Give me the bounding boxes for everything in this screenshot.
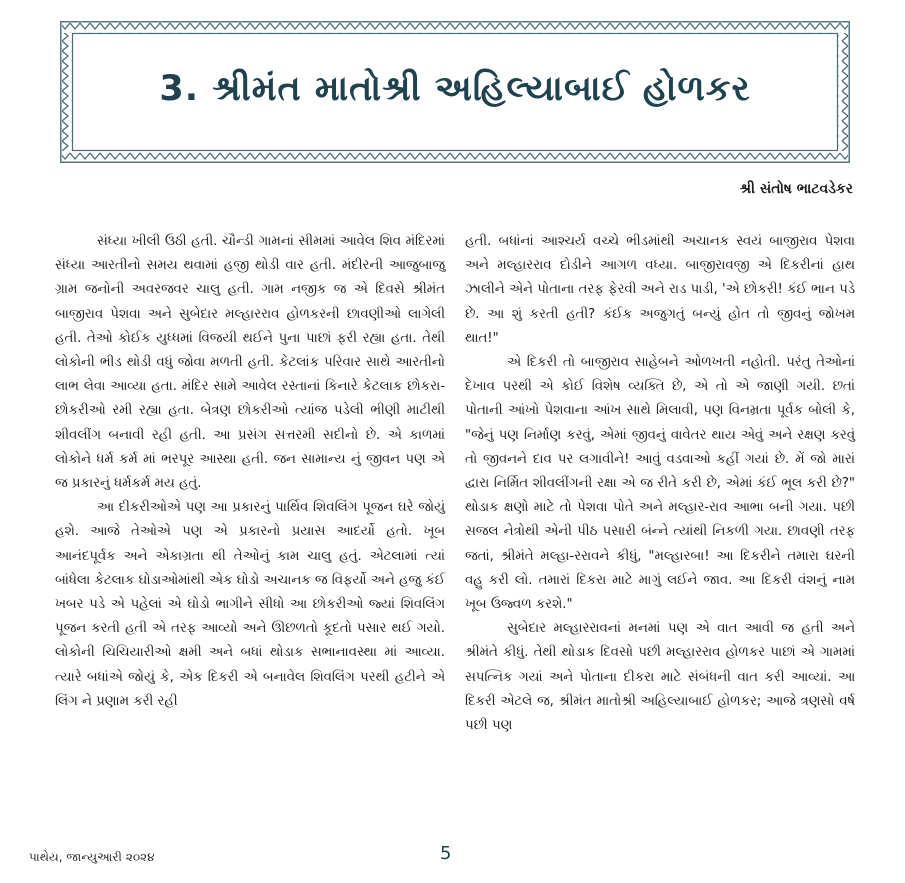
paragraph: સંધ્યા ખીલી ઉઠી હતી. ચૌન્ડી ગામનાં સીમમાં આવેલ શિવ મંદિરમાં સંધ્યા આરતીનો સમય થવામાં હજી થોડી વાર હતી. મંદીરની આજુબાજુ ગ્રામ જનોની અવરજવર ચાલુ હતી. ગામ નજીક જ એ દિવસે શ્રીમંત બાજીરાવ પેશવા અને સુબેદાર મલ્હારરાવ હોળકરની છાવણીઓ લાગેલી હતી. તેઓ કોઈક યુધ્ધમાં વિજયી થઈને પુના પાછાં ફરી રહ્યા હતા. તેથી લોકોની ભીડ થોડી વધું જોવા મળતી હતી. કેટલાંક પરિવાર સાથે આરતીનો લાભ લેવા આવ્યા હતા. મંદિર સામે આવેલ રસ્તાનાં કિનારે કેટલાક છોકરા-છોકરીઓ રમી રહ્યા હતા. બેત્રણ છોકરીઓ ત્યાંજ પડેલી ભીણી માટીથી શીવલીંગ બનાવી રહી હતી. આ પ્રસંગ સત્તરમી સદીનો છે. એ કાળમાં લોકોને ધર્મ કર્મ માં ભરપૂર આસ્થા હતી. જન સામાન્ય નું જીવન પણ એ જ પ્રકારનું ધર્મકર્મ મય હતું.	[55, 234, 445, 492]
page-number: 5	[440, 843, 452, 864]
paragraph: સુબેદાર મલ્હારરાવનાં મનમાં પણ એ વાત આવી જ હતી અને શ્રીમંતે કીધું. તેથી થોડાક દિવસો પછી મલ્હારરાવ હોળકર પાછાં એ ગામમાં સપત્નિક ગયાં અને પોતાના દીકરા માટે સંબંધની વાત કરી આવ્યાં. આ દિકરી એટલે જ, શ્રીમંત માતોશ્રી અહિલ્યાબાઈ હોળકર; આજે ત્રણસો વર્ષ પછી પણ	[465, 621, 855, 734]
paragraph: હતી. બધાંનાં આશ્ચર્ય વચ્ચે ભીડમાંથી અચાનક સ્વયં બાજીરાવ પેશવા અને મલ્હારરાવ દોડીને આગળ વધ્યા. બાજીરાવજી એ દિકરીનાં હાથ ઝાલીને એને પોતાના તરફ ફેરવી અને રાડ પાડી, 'એ છોકરી! કંઈ ભાન પડે છે. આ શું કરતી હતી? કંઈક અજુગતું બન્યું હોત તો જીવનું જોખમ થાત!"	[465, 234, 855, 346]
paragraph: એ દિકરી તો બાજીરાવ સાહેબને ઓળખતી નહોતી. પરંતુ તેઓનાં દેખાવ પરથી એ કોઈ વિશેષ વ્યક્તિ છે, એ તો એ જાણી ગયી. છતાં પોતાની આંખો પેશવાના આંખ સાથે મિલાવી, પણ વિનમ્રતા પૂર્વક બોલી કે, "જેનું પણ નિર્માણ કરવું, એમાં જીવનું વાવેતર થાય એવું અને રક્ષણ કરવું તો જીવનને દાવ પર લગાવીને! આવું વડવાઓ કહીં ગયાં છે. મેં જો મારાં દ્વારા નિર્મિત શીવલીંગની રક્ષા એ જ રીતે કરી છે, એમાં કંઈ ભૂલ કરી છે?" થોડાક ક્ષણો માટે તો પેશવા પોતે અને મલ્હાર-રાવ આભા બની ગયા. પછી સજલ નેત્રોથી એની પીઠ પસારી બંન્ને ત્યાંથી નિકળી ગયા. છાવણી તરફ જતાં, શ્રીમંતે મલ્હા-રરાવને કીધું, "મલ્હારબા! આ દિકરીને તમારા ઘરની વહુ કરી લો. તમારાં દિકરા માટે માગું લઈને જાવ. આ દિકરી વંશનું નામ ખૂબ ઉજ્વળ કરશે."	[465, 355, 855, 613]
left-column	[55, 230, 445, 714]
footer-publication: પાથેય, જાન્યુઆરી ૨૦૨૪	[29, 850, 155, 864]
title-frame	[60, 21, 850, 163]
right-column	[465, 230, 855, 738]
author-name: શ્રી સંતોષ ભાટવડેકર	[739, 181, 853, 197]
page-title: 3. શ્રીમંત માતોશ્રી અહિલ્યાબાઈ હોળકર	[159, 69, 751, 109]
paragraph: આ દીકરીઓએ પણ આ પ્રકારનું પાર્થિવ શિવલિંગ પૂજન ઘરે જોયું હશે. આજે તેઓએ પણ એ પ્રકારનો પ્રયાસ આદર્યો હતો. ખૂબ આનંદપૂર્વક અને એકાગ્રતા થી તેઓનું કામ ચાલુ હતું. એટલામાં ત્યાં બાંધેલા કેટલાક ઘોડાઓમાંથી એક ઘોડો અચાનક જ વિફર્યો અને હજુ કંઈ ખબર પડે એ પહેલાં એ ઘોડો ભાગીને સીધો આ છોકરીઓ જ્યાં શિવલિંગ પૂજન કરતી હતી એ તરફ આવ્યો અને ઊછળતો કૂદતો પસાર થઈ ગયો. લોકોની ચિચિયારીઓ ક્ષમી અને બધાં થોડાક સભાનાવસ્થા માં આવ્યા. ત્યારે બધાંએ જોયું કે, એક દિકરી એ બનાવેલ શિવલિંગ પરથી હટીને એ લિંગ ને પ્રણામ કરી રહી	[55, 500, 445, 709]
